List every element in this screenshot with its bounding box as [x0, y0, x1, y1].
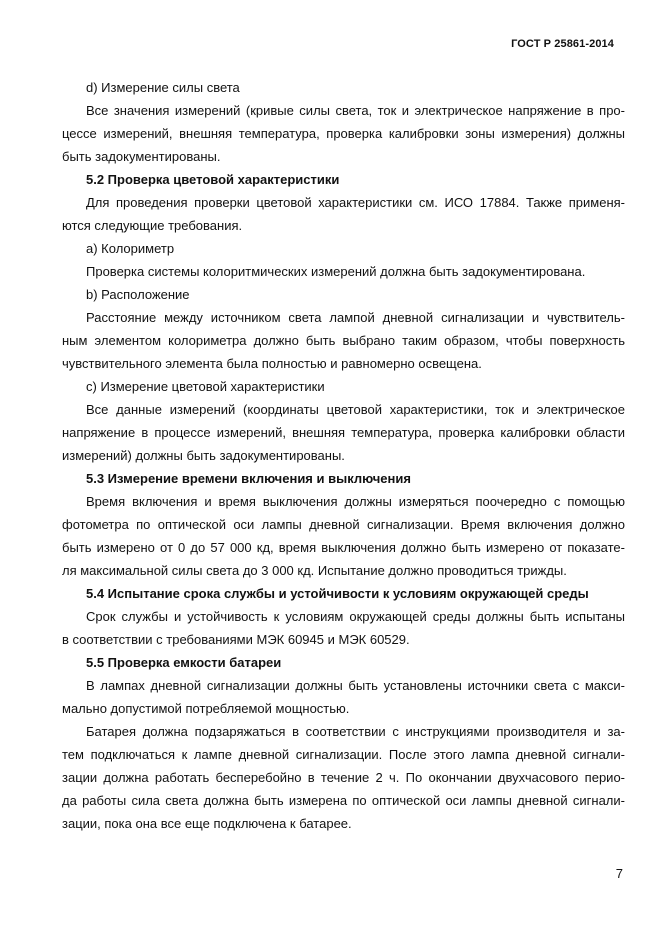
text-line: тем подключаться к лампе дневной сигнализации. После этого лампа дневной сигнали-: [62, 747, 625, 762]
text-line: Расстояние между источником света лампой дневной сигнализации и чувствитель-: [86, 310, 625, 325]
text-line: Все значения измерений (кривые силы света, ток и электрическое напряжение в про-: [86, 103, 625, 118]
text-line: зации должна работать бесперебойно в течение 2 ч. По окончании двухчасового перио-: [62, 770, 625, 785]
text-line: ля максимальной силы света до 3 000 кд. Испытание должно проводиться трижды.: [62, 563, 567, 578]
text-line: d) Измерение силы света: [86, 80, 240, 95]
text-line: ным элементом колориметра должно быть выбрано таким образом, чтобы поверхность: [62, 333, 625, 348]
text-line: Проверка системы колоритмических измерений должна быть задокументирована.: [86, 264, 586, 279]
text-line: ются следующие требования.: [62, 218, 243, 233]
text-line: быть измерено от 0 до 57 000 кд, время выключения должно быть измерено от показате-: [62, 540, 625, 555]
text-line: Для проведения проверки цветовой характеристики см. ИСО 17884. Также применя-: [86, 195, 625, 210]
text-line: фотометра по оптической оси лампы дневной сигнализации. Время включения должно: [62, 517, 625, 532]
text-line: b) Расположение: [86, 287, 190, 302]
text-line: Батарея должна подзаряжаться в соответствии с инструкциями производителя и за-: [86, 724, 625, 739]
text-line: в соответствии с требованиями МЭК 60945 и МЭК 60529.: [62, 632, 410, 647]
section-heading: 5.4 Испытание срока службы и устойчивости к условиям окружающей среды: [86, 586, 589, 601]
text-line: напряжение в процессе измерений, внешняя температура, проверка калибровки области: [62, 425, 625, 440]
text-line: да работы сила света должна быть измерена по оптической оси лампы дневной сигнали-: [62, 793, 625, 808]
text-line: зации, пока она все еще подключена к батарее.: [62, 816, 352, 831]
text-line: измерений) должны быть задокументированы.: [62, 448, 345, 463]
text-line: Срок службы и устойчивость к условиям окружающей среды должны быть испытаны: [86, 609, 625, 624]
page-number: 7: [615, 866, 623, 881]
section-heading: 5.3 Измерение времени включения и выключения: [86, 471, 411, 486]
text-line: В лампах дневной сигнализации должны быть установлены источники света с макси-: [86, 678, 625, 693]
document-body: [62, 76, 625, 835]
section-heading: 5.5 Проверка емкости батареи: [86, 655, 282, 670]
text-line: чувствительного элемента была полностью и равномерно освещена.: [62, 356, 482, 371]
text-line: Время включения и время выключения должны измеряться поочередно с помощью: [86, 494, 625, 509]
text-line: a) Колориметр: [86, 241, 175, 256]
text-line: Все данные измерений (координаты цветовой характеристики, ток и электрическое: [86, 402, 625, 417]
section-heading: 5.2 Проверка цветовой характеристики: [86, 172, 340, 187]
text-line: c) Измерение цветовой характеристики: [86, 379, 325, 394]
text-line: цессе измерений, внешняя температура, проверка калибровки зоны измерения) должны: [62, 126, 625, 141]
document-id-header: ГОСТ Р 25861-2014: [511, 38, 614, 50]
text-line: мально допустимой потребляемой мощностью.: [62, 701, 350, 716]
text-line: быть задокументированы.: [62, 149, 221, 164]
